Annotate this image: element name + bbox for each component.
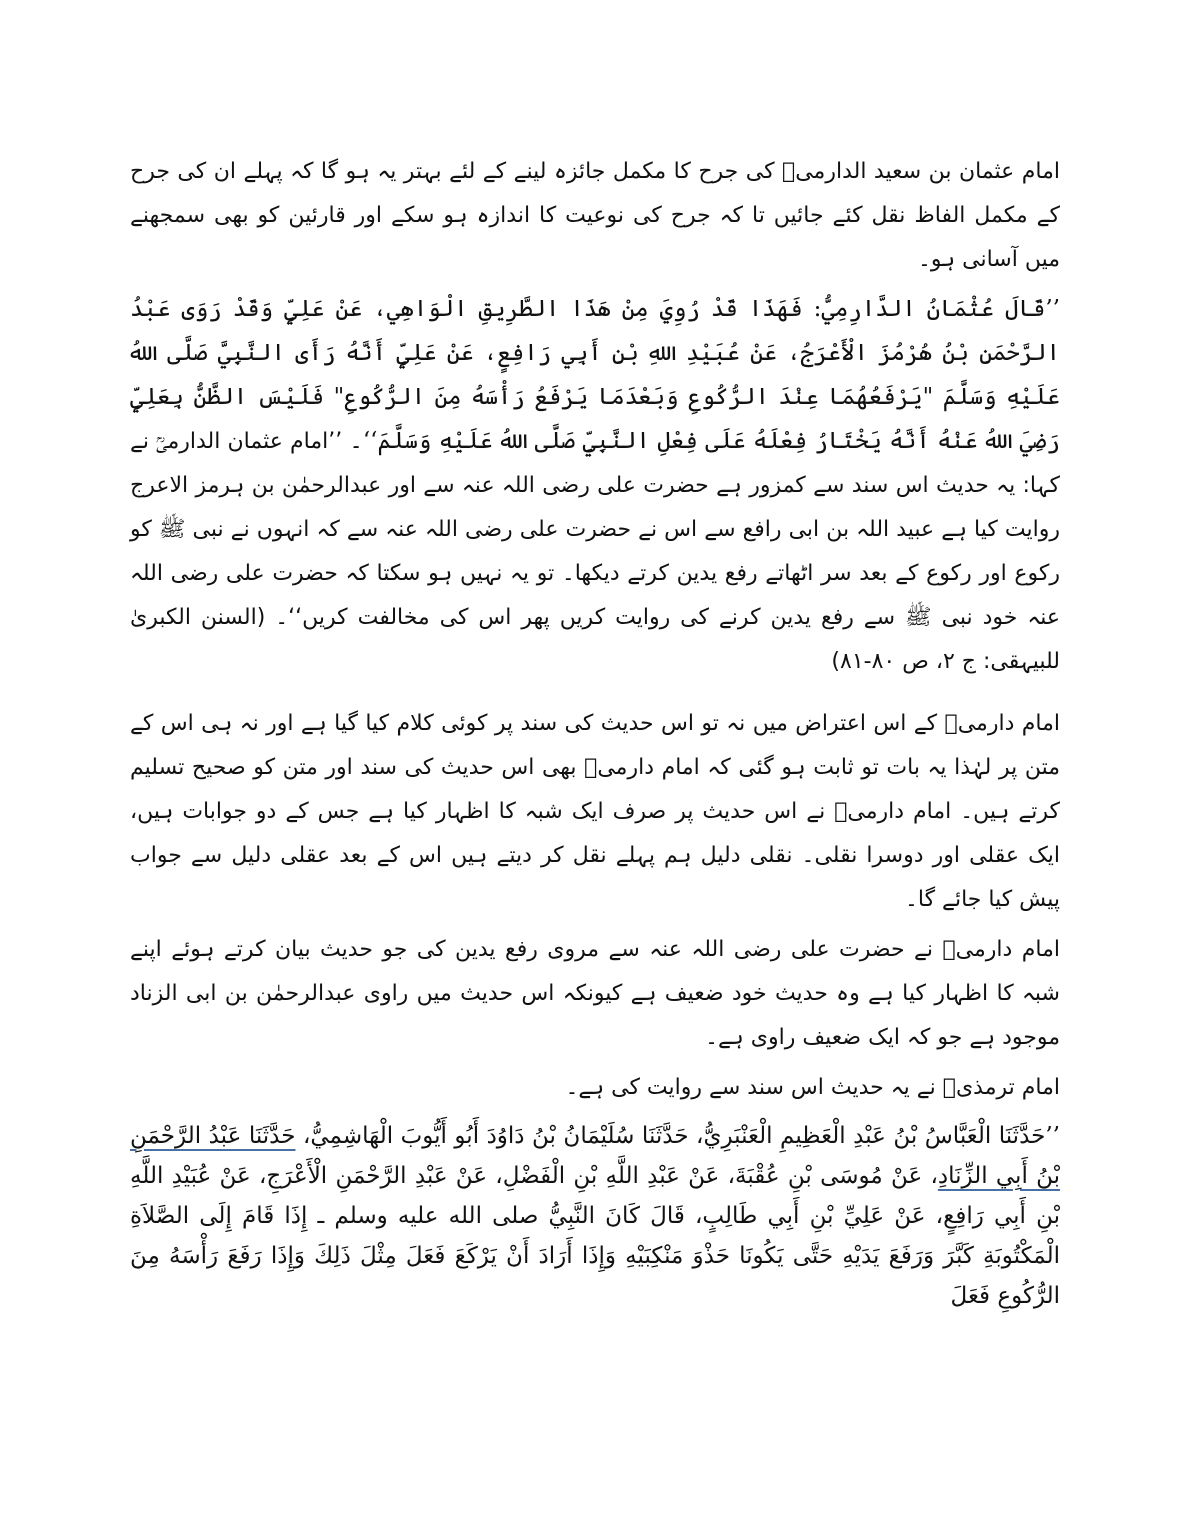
reference-citation: (السنن الکبریٰ للبیہقی: ج ۲، ص ۸۰-۸۱) <box>130 605 1060 674</box>
paragraph-weak-narrator: امام دارمیؒ نے حضرت علی رضی اللہ عنہ سے مروی رفع یدین کی جو حدیث بیان کرتے ہوئے اپنے شبہ کا اظہار کیا ہے وہ حدیث خود ضعیف ہے کیونکہ اس حدیث میں راوی عبدالرحمٰن بن ابی الزناد موجود ہے جو کہ ایک ضعیف راوی ہے۔ <box>130 937 1060 1050</box>
document-page <box>130 150 1060 1322</box>
paragraph-tirmidhi-hadith <box>130 1116 1060 1316</box>
hadith-chain-rest: ، عَنْ مُوسَى بْنِ عُقْبَةَ، عَنْ عَبْدِ اللَّهِ بْنِ الْفَضْلِ، عَنْ عَبْدِ الرَّحْمَنِ الْأَعْرَجِ، عَنْ عُبَيْدِ اللَّهِ بْنِ أَبِي رَافِعٍ، عَنْ عَلِيِّ بْنِ أَبِي طَالِبٍ، قَالَ كَانَ النَّبِيُّ صلى الله عليه وسلم ـ إِذَا قَامَ إِلَى الصَّلاَةِ الْمَكْتُوبَةِ كَبَّرَ وَرَفَعَ يَدَيْهِ حَتَّى يَكُونَا حَذْوَ مَنْكِبَيْهِ وَإِذَا أَرَادَ أَنْ يَرْكَعَ فَعَلَ مِثْلَ ذَلِكَ وَإِذَا رَفَعَ رَأْسَهُ مِنَ الرُّكُوعِ فَعَلَ <box>130 1163 1060 1309</box>
paragraph-objection-analysis: امام دارمیؒ کے اس اعتراض میں نہ تو اس حدیث کی سند پر کوئی کلام کیا گیا ہے اور نہ ہی اس کے متن پر لہٰذا یہ بات تو ثابت ہو گئی کہ امام دارمیؒ بھی اس حدیث کی سند اور متن کو صحیح تسلیم کرتے ہیں۔ امام دارمیؒ نے اس حدیث پر صرف ایک شبہ کا اظہار کیا ہے جس کے دو جوابات ہیں، ایک عقلی اور دوسرا نقلی۔ نقلی دلیل ہم پہلے نقل کر دیتے ہیں اس کے بعد عقلی دلیل سے جواب پیش کیا جائے گا۔ <box>130 711 1060 912</box>
hadith-chain-underlined-narrator: حَدَّثَنَا عَبْدُ الرَّحْمَنِ بْنُ أَبِي الزِّنَادِ <box>130 1123 1060 1189</box>
arabic-quote-darimi: ’’قَالَ عُثْمَانُ الدَّارِمِيُّ: فَهَذَا قَدْ رُوِيَ مِنْ هَذَا الطَّرِيقِ الْوَاهِي، عَنْ عَلِيٍّ وَقَدْ رَوَى عَبْدُ الرَّحْمَنِ بْنُ هُرْمُزَ الْأَعْرَجُ، عَنْ عُبَيْدِ اللهِ بْنِ أَبِي رَافِعٍ، عَنْ عَلِيٍّ أَنَّهُ رَأَى النَّبِيَّ صَلَّى اللهُ عَلَيْهِ وَسَلَّمَ "يَرْفَعُهُمَا عِنْدَ الرُّكُوعِ وَبَعْدَمَا يَرْفَعُ رَأْسَهُ مِنَ الرُّكُوعِ" فَلَيْسَ الظَّنُّ بِعَلِيٍّ رَضِيَ اللهُ عَنْهُ أَنَّهُ يَخْتَارُ فِعْلَهُ عَلَى فِعْلِ النَّبِيِّ صَلَّى اللهُ عَلَيْهِ وَسَلَّمَ‘‘۔ <box>130 296 1060 454</box>
hadith-chain-start: ’’حَدَّثَنَا الْعَبَّاسُ بْنُ عَبْدِ الْعَظِيمِ الْعَنْبَرِيُّ، حَدَّثَنَا سُلَيْمَانُ بْنُ دَاوُدَ أَبُو أَيُّوبَ الْهَاشِمِيُّ، <box>295 1123 1060 1149</box>
paragraph-tirmidhi-intro: امام ترمذیؒ نے یہ حدیث اس سند سے روایت کی ہے۔ <box>565 1075 1060 1100</box>
paragraph-darimi-quote <box>130 288 1060 684</box>
paragraph-intro: امام عثمان بن سعید الدارمیؒ کی جرح کا مکمل جائزہ لینے کے لئے بہتر یہ ہو گا کہ پہلے ان کی جرح کے مکمل الفاظ نقل کئے جائیں تا کہ جرح کی نوعیت کا اندازہ ہو سکے اور قارئین کو بھی سمجھنے میں آسانی ہو۔ <box>130 159 1060 272</box>
urdu-translation-darimi: ’’امام عثمان الدارمیؒ نے کہا: یہ حدیث اس سند سے کمزور ہے حضرت علی رضی اللہ عنہ سے اور عبدالرحمٰن بن ہرمز الاعرج روایت کیا ہے عبید اللہ بن ابی رافع سے اس نے حضرت علی رضی اللہ عنہ سے کہ انہوں نے نبی ﷺ کو رکوع اور رکوع کے بعد سر اٹھاتے رفع یدین کرتے دیکھا۔ تو یہ نہیں ہو سکتا کہ حضرت علی رضی اللہ عنہ خود نبی ﷺ سے رفع یدین کرنے کی روایت کریں پھر اس کی مخالفت کریں‘‘۔ <box>130 429 1060 630</box>
